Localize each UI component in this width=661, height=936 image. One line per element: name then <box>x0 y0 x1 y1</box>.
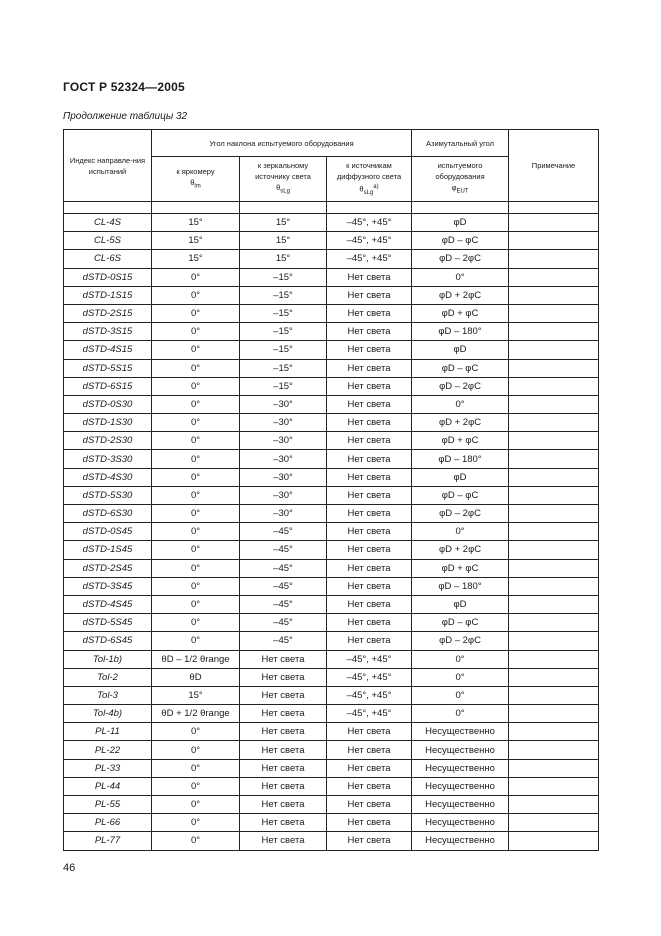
table-row <box>64 541 599 559</box>
spacer-cell <box>509 202 599 214</box>
table-row <box>64 323 599 341</box>
note-cell <box>509 523 599 541</box>
index-cell: dSTD-6S45 <box>64 632 152 650</box>
diffuse-angle-cell: Нет света <box>327 268 412 286</box>
table-row <box>64 341 599 359</box>
azimuth-cell: φD – 2φC <box>412 505 509 523</box>
index-cell: dSTD-2S45 <box>64 559 152 577</box>
diffuse-angle-cell: Нет света <box>327 832 412 850</box>
index-cell: dSTD-2S15 <box>64 304 152 322</box>
specular-angle-cell: –30° <box>240 432 327 450</box>
specular-angle-cell: –15° <box>240 359 327 377</box>
luminance-angle-cell: 0° <box>152 450 240 468</box>
azimuth-cell: φD – 2φC <box>412 377 509 395</box>
index-cell: CL-4S <box>64 214 152 232</box>
specular-angle-cell: Нет света <box>240 705 327 723</box>
diffuse-angle-cell: Нет света <box>327 359 412 377</box>
specular-angle-cell: –45° <box>240 632 327 650</box>
luminance-angle-cell: 0° <box>152 595 240 613</box>
table-row <box>64 486 599 504</box>
luminance-angle-cell: 0° <box>152 777 240 795</box>
table-row <box>64 577 599 595</box>
table-row <box>64 796 599 814</box>
index-cell: dSTD-1S30 <box>64 414 152 432</box>
spacer-cell <box>152 202 240 214</box>
note-cell <box>509 705 599 723</box>
data-table <box>63 129 599 851</box>
luminance-angle-cell: 0° <box>152 323 240 341</box>
table-row <box>64 686 599 704</box>
diffuse-angle-cell: Нет света <box>327 595 412 613</box>
index-cell: dSTD-6S15 <box>64 377 152 395</box>
note-cell <box>509 414 599 432</box>
luminance-angle-cell: θD <box>152 668 240 686</box>
header-to-luminance-meter <box>152 157 240 202</box>
index-cell: CL-6S <box>64 250 152 268</box>
note-cell <box>509 323 599 341</box>
luminance-angle-cell: 0° <box>152 577 240 595</box>
header-to-specular-label: к зеркальному источнику света <box>255 161 311 182</box>
index-cell: PL-55 <box>64 796 152 814</box>
luminance-angle-cell: θD + 1/2 θrange <box>152 705 240 723</box>
azimuth-cell: φD <box>412 341 509 359</box>
luminance-angle-cell: 15° <box>152 686 240 704</box>
diffuse-angle-cell: Нет света <box>327 304 412 322</box>
index-cell: Tol-4b) <box>64 705 152 723</box>
index-cell: Tol-1b) <box>64 650 152 668</box>
note-cell <box>509 559 599 577</box>
note-cell <box>509 268 599 286</box>
index-cell: dSTD-3S45 <box>64 577 152 595</box>
header-to-diffuse-symbol: $\theta_{sLg}^{a)}$ <box>359 183 379 196</box>
luminance-angle-cell: 0° <box>152 723 240 741</box>
luminance-angle-cell: 0° <box>152 468 240 486</box>
diffuse-angle-cell: Нет света <box>327 523 412 541</box>
table-body <box>64 214 599 851</box>
azimuth-cell: φD – φC <box>412 486 509 504</box>
note-cell <box>509 814 599 832</box>
azimuth-cell: φD <box>412 595 509 613</box>
luminance-angle-cell: 0° <box>152 523 240 541</box>
diffuse-angle-cell: Нет света <box>327 559 412 577</box>
azimuth-cell: 0° <box>412 268 509 286</box>
header-note: Примечание <box>509 130 599 202</box>
azimuth-cell: φD – 180° <box>412 323 509 341</box>
table-row <box>64 377 599 395</box>
note-cell <box>509 486 599 504</box>
specular-angle-cell: –30° <box>240 450 327 468</box>
note-cell <box>509 632 599 650</box>
note-cell <box>509 341 599 359</box>
luminance-angle-cell: 0° <box>152 759 240 777</box>
specular-angle-cell: –30° <box>240 486 327 504</box>
azimuth-cell: φD + φC <box>412 559 509 577</box>
table-row <box>64 741 599 759</box>
specular-angle-cell: Нет света <box>240 777 327 795</box>
diffuse-angle-cell: Нет света <box>327 395 412 413</box>
diffuse-angle-cell: Нет света <box>327 505 412 523</box>
specular-angle-cell: Нет света <box>240 668 327 686</box>
luminance-angle-cell: 0° <box>152 632 240 650</box>
specular-angle-cell: –15° <box>240 377 327 395</box>
table-row <box>64 523 599 541</box>
diffuse-angle-cell: Нет света <box>327 632 412 650</box>
spacer-cell <box>240 202 327 214</box>
azimuth-cell: Несущественно <box>412 741 509 759</box>
luminance-angle-cell: 0° <box>152 814 240 832</box>
diffuse-angle-cell: Нет света <box>327 577 412 595</box>
note-cell <box>509 432 599 450</box>
table-row <box>64 595 599 613</box>
index-cell: PL-66 <box>64 814 152 832</box>
luminance-angle-cell: 0° <box>152 614 240 632</box>
luminance-angle-cell: 0° <box>152 741 240 759</box>
index-cell: dSTD-5S30 <box>64 486 152 504</box>
header-azimuth-eut <box>412 157 509 202</box>
azimuth-cell: Несущественно <box>412 796 509 814</box>
diffuse-angle-cell: Нет света <box>327 759 412 777</box>
table-row <box>64 432 599 450</box>
header-to-luminance-label: к яркомеру <box>176 166 215 176</box>
index-cell: dSTD-5S45 <box>64 614 152 632</box>
note-cell <box>509 723 599 741</box>
diffuse-angle-cell: Нет света <box>327 468 412 486</box>
note-cell <box>509 214 599 232</box>
table-row <box>64 214 599 232</box>
header-to-diffuse-sources <box>327 157 412 202</box>
note-cell <box>509 505 599 523</box>
diffuse-angle-cell: Нет света <box>327 341 412 359</box>
table-row <box>64 705 599 723</box>
diffuse-angle-cell: Нет света <box>327 541 412 559</box>
specular-angle-cell: –45° <box>240 559 327 577</box>
specular-angle-cell: –45° <box>240 523 327 541</box>
azimuth-cell: φD + 2φC <box>412 414 509 432</box>
specular-angle-cell: –15° <box>240 268 327 286</box>
diffuse-angle-cell: Нет света <box>327 741 412 759</box>
table-row <box>64 268 599 286</box>
spacer-cell <box>412 202 509 214</box>
table-row <box>64 614 599 632</box>
diffuse-angle-cell: Нет света <box>327 323 412 341</box>
azimuth-cell: φD – 180° <box>412 577 509 595</box>
table-row <box>64 232 599 250</box>
header-to-luminance-symbol: $\theta_{lm}$ <box>190 177 201 190</box>
header-azimuth-symbol: $\varphi_{EUT}$ <box>451 183 469 195</box>
table-row <box>64 632 599 650</box>
diffuse-angle-cell: Нет света <box>327 796 412 814</box>
index-cell: dSTD-1S15 <box>64 286 152 304</box>
luminance-angle-cell: 0° <box>152 268 240 286</box>
index-cell: dSTD-6S30 <box>64 505 152 523</box>
azimuth-cell: φD – 180° <box>412 450 509 468</box>
index-cell: PL-22 <box>64 741 152 759</box>
specular-angle-cell: 15° <box>240 214 327 232</box>
index-cell: dSTD-3S30 <box>64 450 152 468</box>
luminance-angle-cell: 0° <box>152 341 240 359</box>
specular-angle-cell: –15° <box>240 323 327 341</box>
azimuth-cell: Несущественно <box>412 832 509 850</box>
azimuth-cell: φD + 2φC <box>412 541 509 559</box>
azimuth-cell: φD – 2φC <box>412 632 509 650</box>
header-azimuth-group: Азимутальный угол <box>412 130 509 157</box>
azimuth-cell: φD – φC <box>412 614 509 632</box>
index-cell: dSTD-0S30 <box>64 395 152 413</box>
diffuse-angle-cell: –45°, +45° <box>327 232 412 250</box>
luminance-angle-cell: 0° <box>152 432 240 450</box>
document-header: ГОСТ Р 52324—2005 <box>63 80 185 94</box>
index-cell: dSTD-1S45 <box>64 541 152 559</box>
spacer-cell <box>327 202 412 214</box>
index-cell: PL-11 <box>64 723 152 741</box>
specular-angle-cell: –15° <box>240 341 327 359</box>
diffuse-angle-cell: –45°, +45° <box>327 686 412 704</box>
note-cell <box>509 286 599 304</box>
specular-angle-cell: –30° <box>240 468 327 486</box>
table-row <box>64 559 599 577</box>
note-cell <box>509 304 599 322</box>
azimuth-cell: 0° <box>412 686 509 704</box>
azimuth-cell: φD – φC <box>412 232 509 250</box>
table-row <box>64 414 599 432</box>
luminance-angle-cell: 0° <box>152 541 240 559</box>
luminance-angle-cell: θD – 1/2 θrange <box>152 650 240 668</box>
azimuth-cell: φD – φC <box>412 359 509 377</box>
table-row <box>64 250 599 268</box>
luminance-angle-cell: 0° <box>152 796 240 814</box>
note-cell <box>509 650 599 668</box>
azimuth-cell: Несущественно <box>412 814 509 832</box>
luminance-angle-cell: 0° <box>152 505 240 523</box>
diffuse-angle-cell: Нет света <box>327 450 412 468</box>
luminance-angle-cell: 0° <box>152 559 240 577</box>
specular-angle-cell: 15° <box>240 250 327 268</box>
azimuth-cell: Несущественно <box>412 723 509 741</box>
diffuse-angle-cell: –45°, +45° <box>327 668 412 686</box>
diffuse-angle-cell: Нет света <box>327 614 412 632</box>
azimuth-cell: φD – 2φC <box>412 250 509 268</box>
azimuth-cell: φD + φC <box>412 304 509 322</box>
table-row <box>64 505 599 523</box>
page-number: 46 <box>63 862 76 874</box>
specular-angle-cell: Нет света <box>240 814 327 832</box>
diffuse-angle-cell: –45°, +45° <box>327 250 412 268</box>
header-to-diffuse-label: к источникам диффузного света <box>336 160 402 181</box>
luminance-angle-cell: 0° <box>152 377 240 395</box>
header-to-specular-symbol: $\theta_{sLg}$ <box>276 183 290 195</box>
header-index: Индекс направле-ния испытаний <box>64 130 152 202</box>
table-row <box>64 395 599 413</box>
specular-angle-cell: Нет света <box>240 759 327 777</box>
diffuse-angle-cell: –45°, +45° <box>327 214 412 232</box>
note-cell <box>509 595 599 613</box>
azimuth-cell: 0° <box>412 668 509 686</box>
luminance-angle-cell: 0° <box>152 359 240 377</box>
azimuth-cell: Несущественно <box>412 759 509 777</box>
index-cell: dSTD-3S15 <box>64 323 152 341</box>
specular-angle-cell: –15° <box>240 286 327 304</box>
specular-angle-cell: 15° <box>240 232 327 250</box>
note-cell <box>509 468 599 486</box>
specular-angle-cell: –30° <box>240 414 327 432</box>
luminance-angle-cell: 0° <box>152 395 240 413</box>
specular-angle-cell: Нет света <box>240 686 327 704</box>
index-cell: dSTD-0S15 <box>64 268 152 286</box>
specular-angle-cell: Нет света <box>240 832 327 850</box>
azimuth-cell: φD + φC <box>412 432 509 450</box>
table-row <box>64 650 599 668</box>
table-caption: Продолжение таблицы 32 <box>63 111 188 122</box>
table-row <box>64 759 599 777</box>
note-cell <box>509 250 599 268</box>
index-cell: CL-5S <box>64 232 152 250</box>
note-cell <box>509 232 599 250</box>
diffuse-angle-cell: –45°, +45° <box>327 705 412 723</box>
luminance-angle-cell: 0° <box>152 304 240 322</box>
azimuth-cell: φD <box>412 468 509 486</box>
azimuth-cell: Несущественно <box>412 777 509 795</box>
table-row <box>64 814 599 832</box>
note-cell <box>509 777 599 795</box>
diffuse-angle-cell: Нет света <box>327 723 412 741</box>
index-cell: PL-44 <box>64 777 152 795</box>
diffuse-angle-cell: Нет света <box>327 814 412 832</box>
note-cell <box>509 450 599 468</box>
diffuse-angle-cell: Нет света <box>327 486 412 504</box>
index-cell: dSTD-4S30 <box>64 468 152 486</box>
note-cell <box>509 759 599 777</box>
table-row <box>64 286 599 304</box>
diffuse-angle-cell: Нет света <box>327 377 412 395</box>
index-cell: dSTD-4S15 <box>64 341 152 359</box>
table-row <box>64 304 599 322</box>
azimuth-cell: 0° <box>412 650 509 668</box>
note-cell <box>509 395 599 413</box>
header-to-specular-source <box>240 157 327 202</box>
azimuth-cell: φD <box>412 214 509 232</box>
azimuth-cell: 0° <box>412 523 509 541</box>
azimuth-cell: φD + 2φC <box>412 286 509 304</box>
table-row <box>64 468 599 486</box>
luminance-angle-cell: 0° <box>152 832 240 850</box>
specular-angle-cell: Нет света <box>240 650 327 668</box>
index-cell: Tol-2 <box>64 668 152 686</box>
note-cell <box>509 359 599 377</box>
note-cell <box>509 796 599 814</box>
index-cell: dSTD-4S45 <box>64 595 152 613</box>
luminance-angle-cell: 0° <box>152 414 240 432</box>
note-cell <box>509 377 599 395</box>
table-row <box>64 723 599 741</box>
note-cell <box>509 832 599 850</box>
index-cell: dSTD-0S45 <box>64 523 152 541</box>
index-cell: dSTD-2S30 <box>64 432 152 450</box>
note-cell <box>509 686 599 704</box>
index-cell: dSTD-5S15 <box>64 359 152 377</box>
specular-angle-cell: –30° <box>240 395 327 413</box>
header-azimuth-label: испытуемого оборудования <box>435 161 485 182</box>
table-row <box>64 450 599 468</box>
specular-angle-cell: –45° <box>240 541 327 559</box>
index-cell: PL-77 <box>64 832 152 850</box>
specular-angle-cell: Нет света <box>240 723 327 741</box>
specular-angle-cell: –45° <box>240 614 327 632</box>
table-row <box>64 359 599 377</box>
note-cell <box>509 614 599 632</box>
luminance-angle-cell: 0° <box>152 286 240 304</box>
diffuse-angle-cell: Нет света <box>327 414 412 432</box>
note-cell <box>509 577 599 595</box>
note-cell <box>509 541 599 559</box>
luminance-angle-cell: 15° <box>152 214 240 232</box>
spacer-cell <box>64 202 152 214</box>
specular-angle-cell: –45° <box>240 577 327 595</box>
specular-angle-cell: –15° <box>240 304 327 322</box>
azimuth-cell: 0° <box>412 705 509 723</box>
diffuse-angle-cell: Нет света <box>327 777 412 795</box>
luminance-angle-cell: 15° <box>152 250 240 268</box>
index-cell: Tol-3 <box>64 686 152 704</box>
table-row <box>64 777 599 795</box>
header-tilt-group: Угол наклона испытуемого оборудования <box>152 130 412 157</box>
table-row <box>64 668 599 686</box>
diffuse-angle-cell: –45°, +45° <box>327 650 412 668</box>
specular-angle-cell: –45° <box>240 595 327 613</box>
specular-angle-cell: –30° <box>240 505 327 523</box>
luminance-angle-cell: 15° <box>152 232 240 250</box>
note-cell <box>509 668 599 686</box>
table-row <box>64 832 599 850</box>
diffuse-angle-cell: Нет света <box>327 432 412 450</box>
specular-angle-cell: Нет света <box>240 796 327 814</box>
luminance-angle-cell: 0° <box>152 486 240 504</box>
azimuth-cell: 0° <box>412 395 509 413</box>
note-cell <box>509 741 599 759</box>
specular-angle-cell: Нет света <box>240 741 327 759</box>
index-cell: PL-33 <box>64 759 152 777</box>
diffuse-angle-cell: Нет света <box>327 286 412 304</box>
